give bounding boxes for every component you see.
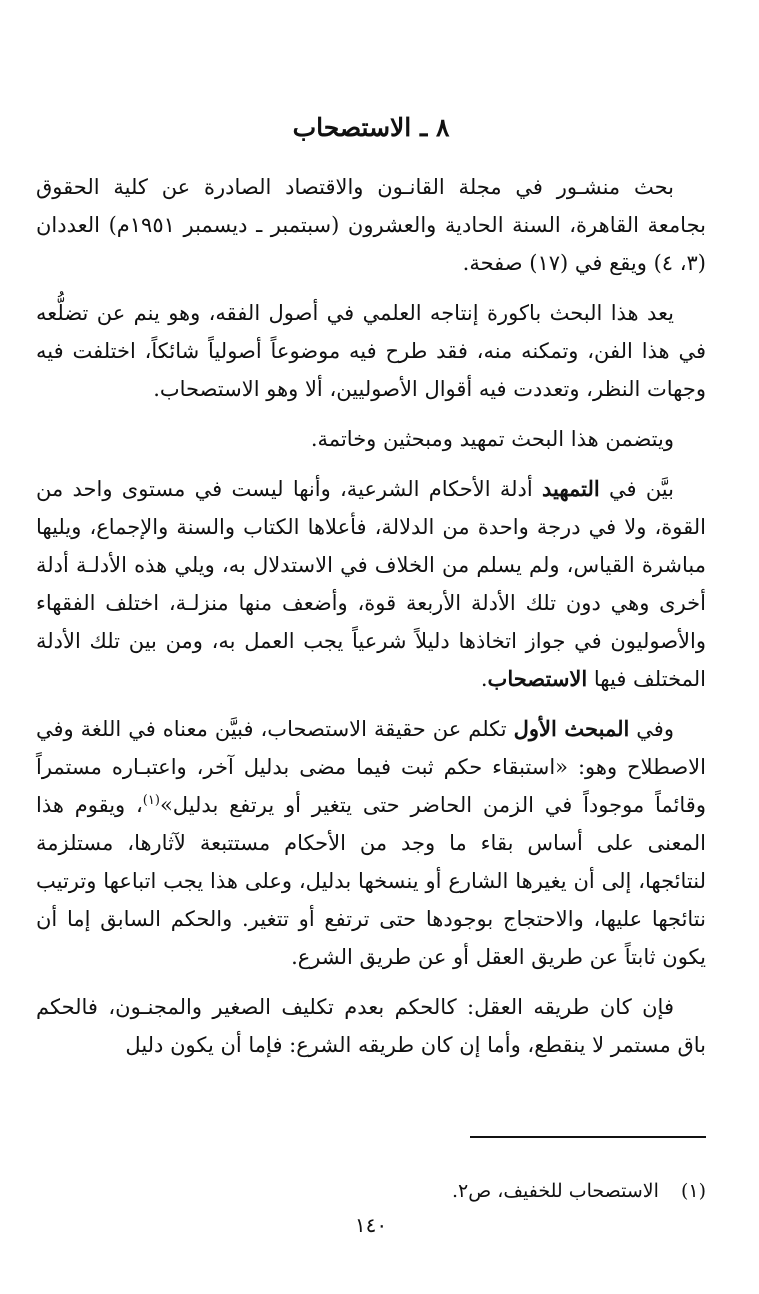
footnote-text: الاستصحاب للخفيف، ص٢.: [451, 1180, 659, 1202]
page-number: ١٤٠: [354, 1213, 388, 1237]
paragraph-publication-info: بحث منشـور في مجلة القانـون والاقتصاد الصادرة عن كلية الحقوق بجامعة القاهرة، السنة الحادية والعشرون (سبتمبر ـ ديسمبر ١٩٥١م) العددان (٣، ٤) ويقع في (١٧) صفحة.: [36, 175, 706, 275]
paragraph-research-significance: يعد هذا البحث باكورة إنتاجه العلمي في أصول الفقه، وهو ينم عن تضلُّعه في هذا الفن، وتمكنه منه، فقد طرح فيه موضوعاً أصولياً شائكاً، اختلفت فيه وجهات النظر، وتعددت فيه أقوال الأصوليين، ألا وهو الاستصحاب.: [36, 301, 706, 401]
paragraph-structure: ويتضمن هذا البحث تمهيد ومبحثين وخاتمة.: [310, 427, 674, 451]
text-run: تكلم عن حقيقة الاستصحاب، فبيَّن معناه في اللغة وفي الاصطلاح وهو: «استبقاء حكم ثبت فيما مضى بدليل آخر، واعتبـاره مستمراً وقائماً موجوداً في الزمن الحاضر حتى يتغير أو يرتفع بدليل»: [36, 717, 706, 817]
bold-term-istishab: الاستصحاب: [487, 666, 588, 691]
text-run: بيَّن في: [599, 477, 674, 501]
footnote: [452, 1176, 706, 1206]
section-title: ٨ ـ الاستصحاب: [292, 113, 450, 142]
paragraph-reason-types: فإن كان طريقه العقل: كالحكم بعدم تكليف الصغير والمجنـون، فالحكم باق مستمر لا ينقطع، وأما إن كان طريقه الشرع: فإما أن يكون دليل: [36, 995, 706, 1057]
bold-term-introduction: التمهيد: [541, 476, 600, 501]
text-run: أدلة الأحكام الشرعية، وأنها ليست في مستوى واحد من القوة، ولا في درجة واحدة من الدلالة، فأعلاها الكتاب والسنة والإجماع، ويليها مباشرة القياس، ولم يسلم من الخلاف في الاستدلال به، ويلي هذه الأدلـة أدلة أخرى وهي دون تلك الأدلة الأربعة قوة، وأضعف منها منزلـة، اختلف الفقهاء والأصوليون في جواز اتخاذها دليلاً شرعياً يجب العمل به، ومن بين تلك الأدلة المختلف فيها: [36, 477, 706, 691]
text-run: ، ويقوم هذا المعنى على أساس بقاء ما وجد من الأحكام مستتبعة لآثارها، مستلزمة لنتائجها، إلى أن يغيرها الشارع أو ينسخها بدليل، وعلى هذا يجب اتباعها وترتيب نتائجها عليها، والاحتجاج بوجودها حتى ترتفع أو تتغير. والحكم السابق إما أن يكون ثابتاً عن طريق العقل أو عن طريق الشرع.: [36, 793, 706, 969]
text-run: وفي: [629, 717, 674, 741]
text-run: .: [480, 667, 488, 691]
book-page: [36, 108, 706, 1237]
bold-term-first-chapter: المبحث الأول: [513, 716, 630, 741]
footnote-divider: [470, 1136, 706, 1138]
footnote-number: (١): [680, 1180, 706, 1202]
footnote-reference[interactable]: (١): [142, 793, 160, 808]
paragraph-first-chapter: [36, 710, 706, 976]
paragraph-introduction: [36, 470, 706, 698]
